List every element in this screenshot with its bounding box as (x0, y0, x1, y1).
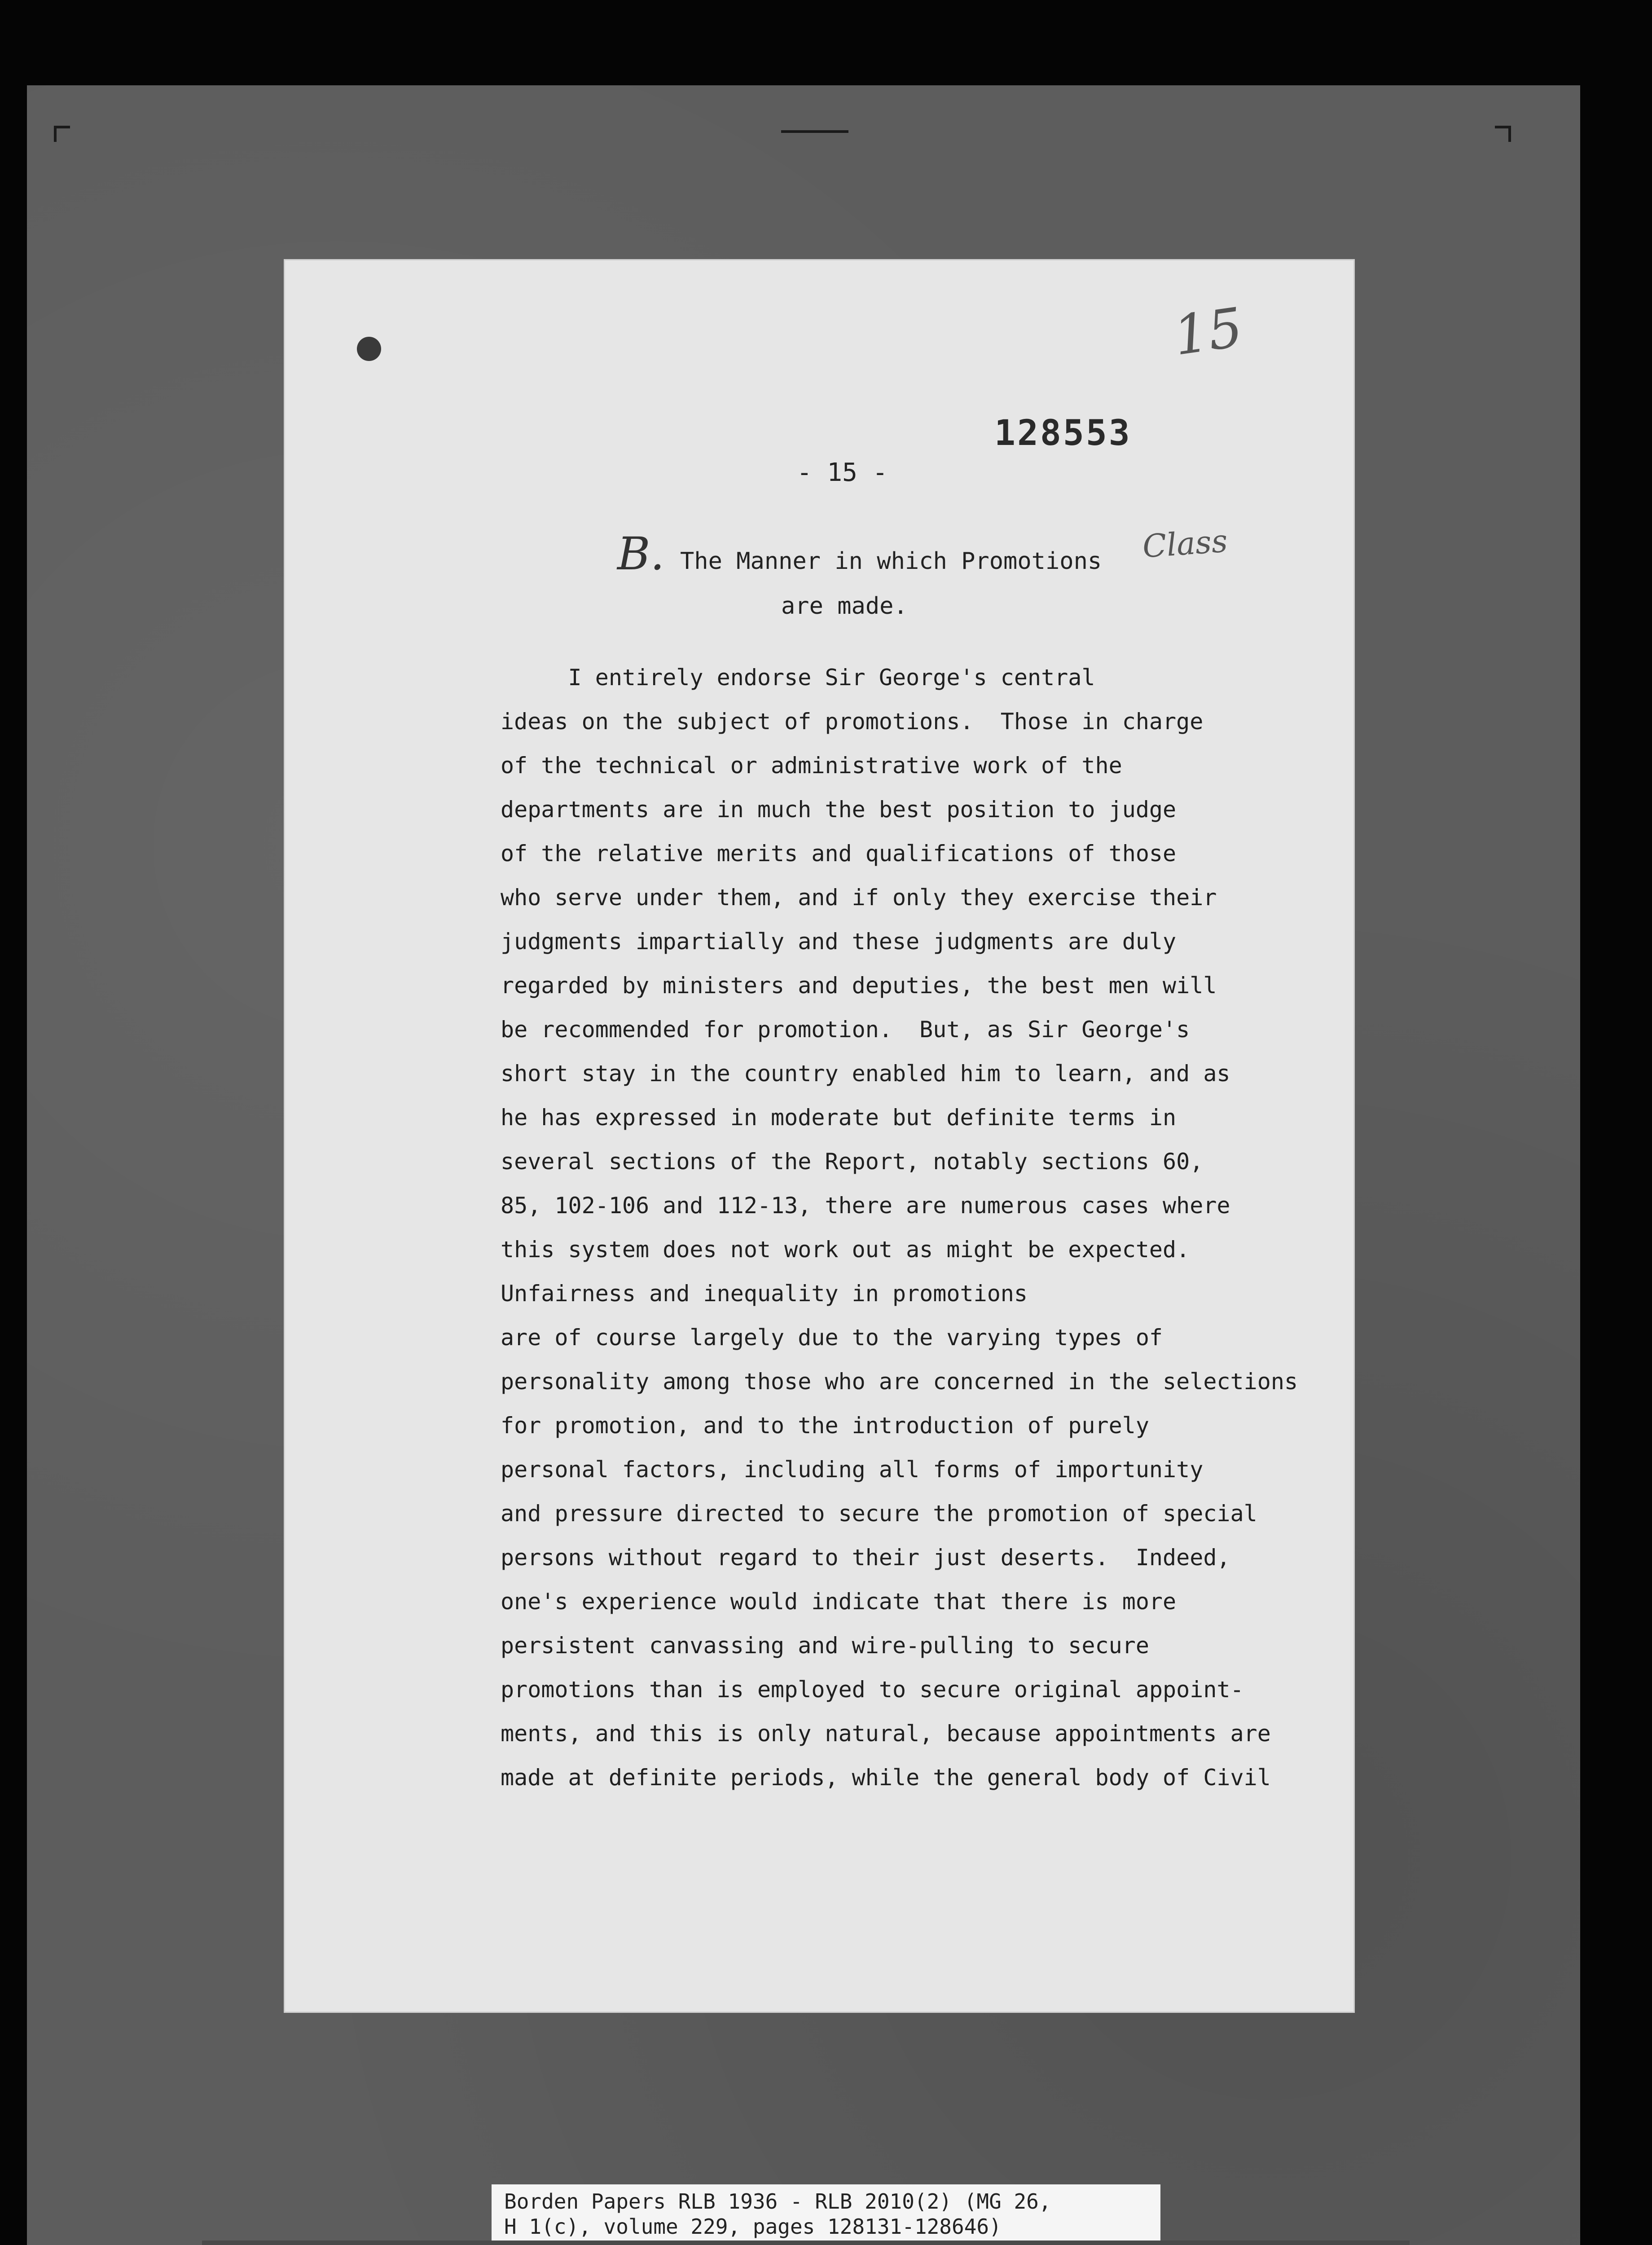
body-line: I entirely endorse Sir George's central (501, 665, 1095, 691)
document-page (285, 260, 1353, 2012)
body-line: ideas on the subject of promotions. Those in charge (501, 709, 1204, 735)
body-line: 85, 102-106 and 112-13, there are numerous cases where (501, 1193, 1230, 1219)
punch-hole (357, 337, 381, 361)
top-mark (781, 130, 848, 133)
reference-line-1: Borden Papers RLB 1936 - RLB 2010(2) (MG 26, (504, 2189, 1051, 2214)
heading-line-2: are made. (781, 593, 908, 620)
reference-label (492, 2184, 1160, 2243)
body-line: and pressure directed to secure the promotion of special (501, 1501, 1257, 1527)
body-line: this system does not work out as might be expected. (501, 1237, 1190, 1263)
body-line: are of course largely due to the varying types of (501, 1325, 1163, 1351)
body-line: of the technical or administrative work of the (501, 753, 1122, 779)
body-line: he has expressed in moderate but definite terms in (501, 1105, 1177, 1131)
reference-line-2: H 1(c), volume 229, pages 128131-128646) (504, 2214, 1002, 2239)
handwritten-class-note: Class (1141, 522, 1229, 565)
body-line: persons without regard to their just deserts. Indeed, (501, 1545, 1230, 1571)
body-line: who serve under them, and if only they exercise their (501, 885, 1217, 911)
handwritten-section-letter: B. (617, 528, 665, 580)
body-line: judgments impartially and these judgments are duly (501, 929, 1177, 955)
body-text (501, 656, 1309, 1800)
body-line: departments are in much the best position to judge (501, 797, 1177, 823)
body-line: several sections of the Report, notably sections 60, (501, 1149, 1204, 1175)
body-line: short stay in the country enabled him to learn, and as (501, 1061, 1230, 1087)
body-line: promotions than is employed to secure original appoint- (501, 1677, 1244, 1703)
stamp-backing (202, 2241, 1410, 2245)
body-line: persistent canvassing and wire-pulling to secure (501, 1633, 1149, 1659)
body-line: made at definite periods, while the general body of Civil (501, 1765, 1271, 1791)
handwritten-page-number: 15 (1170, 296, 1247, 368)
body-line: for promotion, and to the introduction of purely (501, 1413, 1149, 1439)
body-line: personal factors, including all forms of importunity (501, 1457, 1204, 1483)
heading-line-1: The Manner in which Promotions (680, 548, 1102, 575)
corner-mark (1495, 126, 1511, 142)
document-number: 128553 (994, 413, 1132, 453)
page-number: - 15 - (797, 458, 888, 487)
body-line: one's experience would indicate that there is more (501, 1589, 1177, 1615)
body-line: regarded by ministers and deputies, the best men will (501, 973, 1217, 999)
corner-mark (54, 126, 70, 142)
body-line: ments, and this is only natural, because appointments are (501, 1721, 1271, 1747)
body-line: Unfairness and inequality in promotions (501, 1281, 1028, 1307)
body-line: of the relative merits and qualifications of those (501, 841, 1177, 867)
body-line: be recommended for promotion. But, as Sir George's (501, 1017, 1190, 1043)
body-line: personality among those who are concerned in the selections (501, 1369, 1298, 1395)
